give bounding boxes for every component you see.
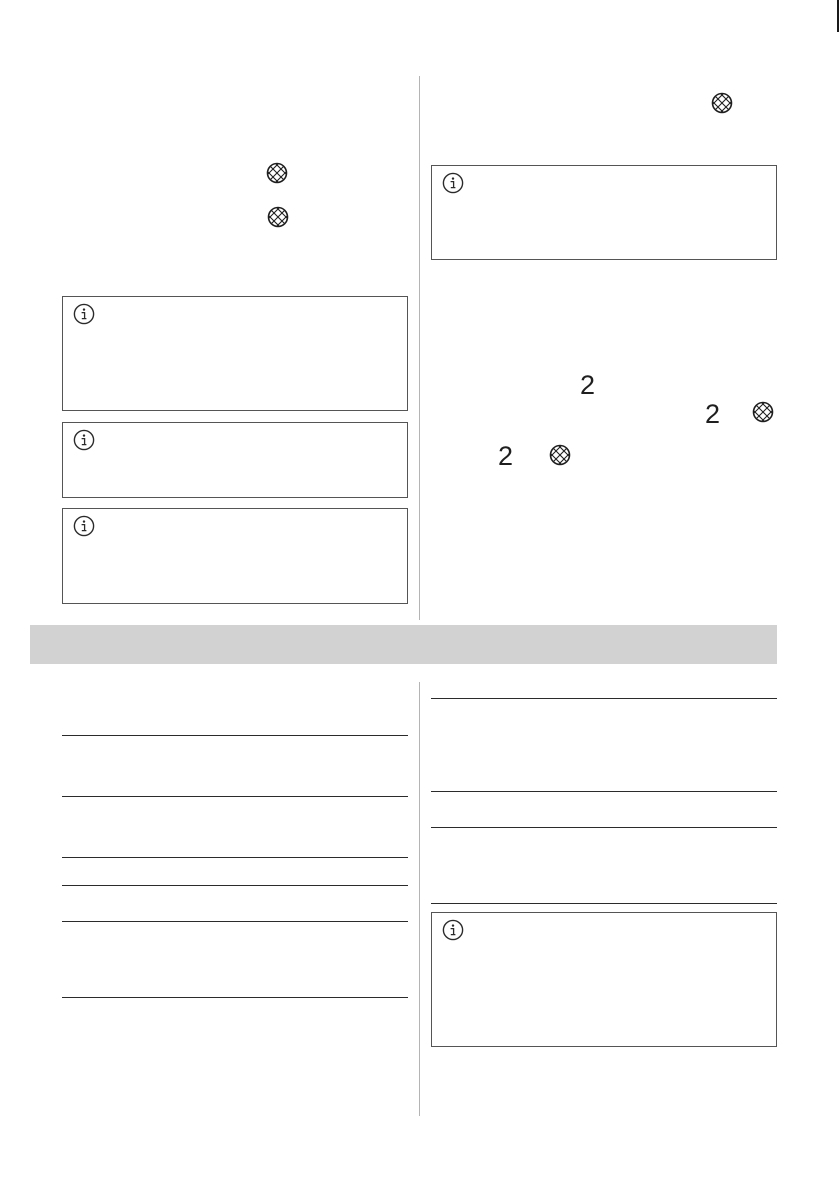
hatched-dial-icon [267,206,289,228]
table-rule [431,827,777,828]
table-rule [62,735,408,736]
digit-two-glyph: 2 [705,399,721,429]
info-note-box [62,422,408,498]
hatched-dial-icon [711,92,733,114]
info-circle-icon [73,515,95,537]
hatched-dial-icon [549,444,571,466]
info-circle-icon [442,919,464,941]
info-note-box [62,296,408,411]
hatched-dial-icon [266,162,288,184]
table-rule [431,698,777,699]
page-top-edge [0,0,839,2]
info-circle-icon [73,429,95,451]
table-rule [62,857,408,858]
info-circle-icon [442,172,464,194]
info-note-box [431,165,777,260]
table-rule [62,796,408,797]
info-note-box [62,508,408,604]
column-divider-lower [419,682,420,1116]
table-rule [62,997,408,998]
table-rule [62,921,408,922]
table-rule [431,903,777,904]
section-heading-band [30,625,777,664]
hatched-dial-icon [752,401,774,423]
table-rule [62,885,408,886]
info-note-box [431,912,777,1047]
digit-two-glyph: 2 [498,441,514,471]
column-divider-upper [419,76,420,620]
digit-two-glyph: 2 [580,370,596,400]
table-rule [431,791,777,792]
info-circle-icon [73,303,95,325]
